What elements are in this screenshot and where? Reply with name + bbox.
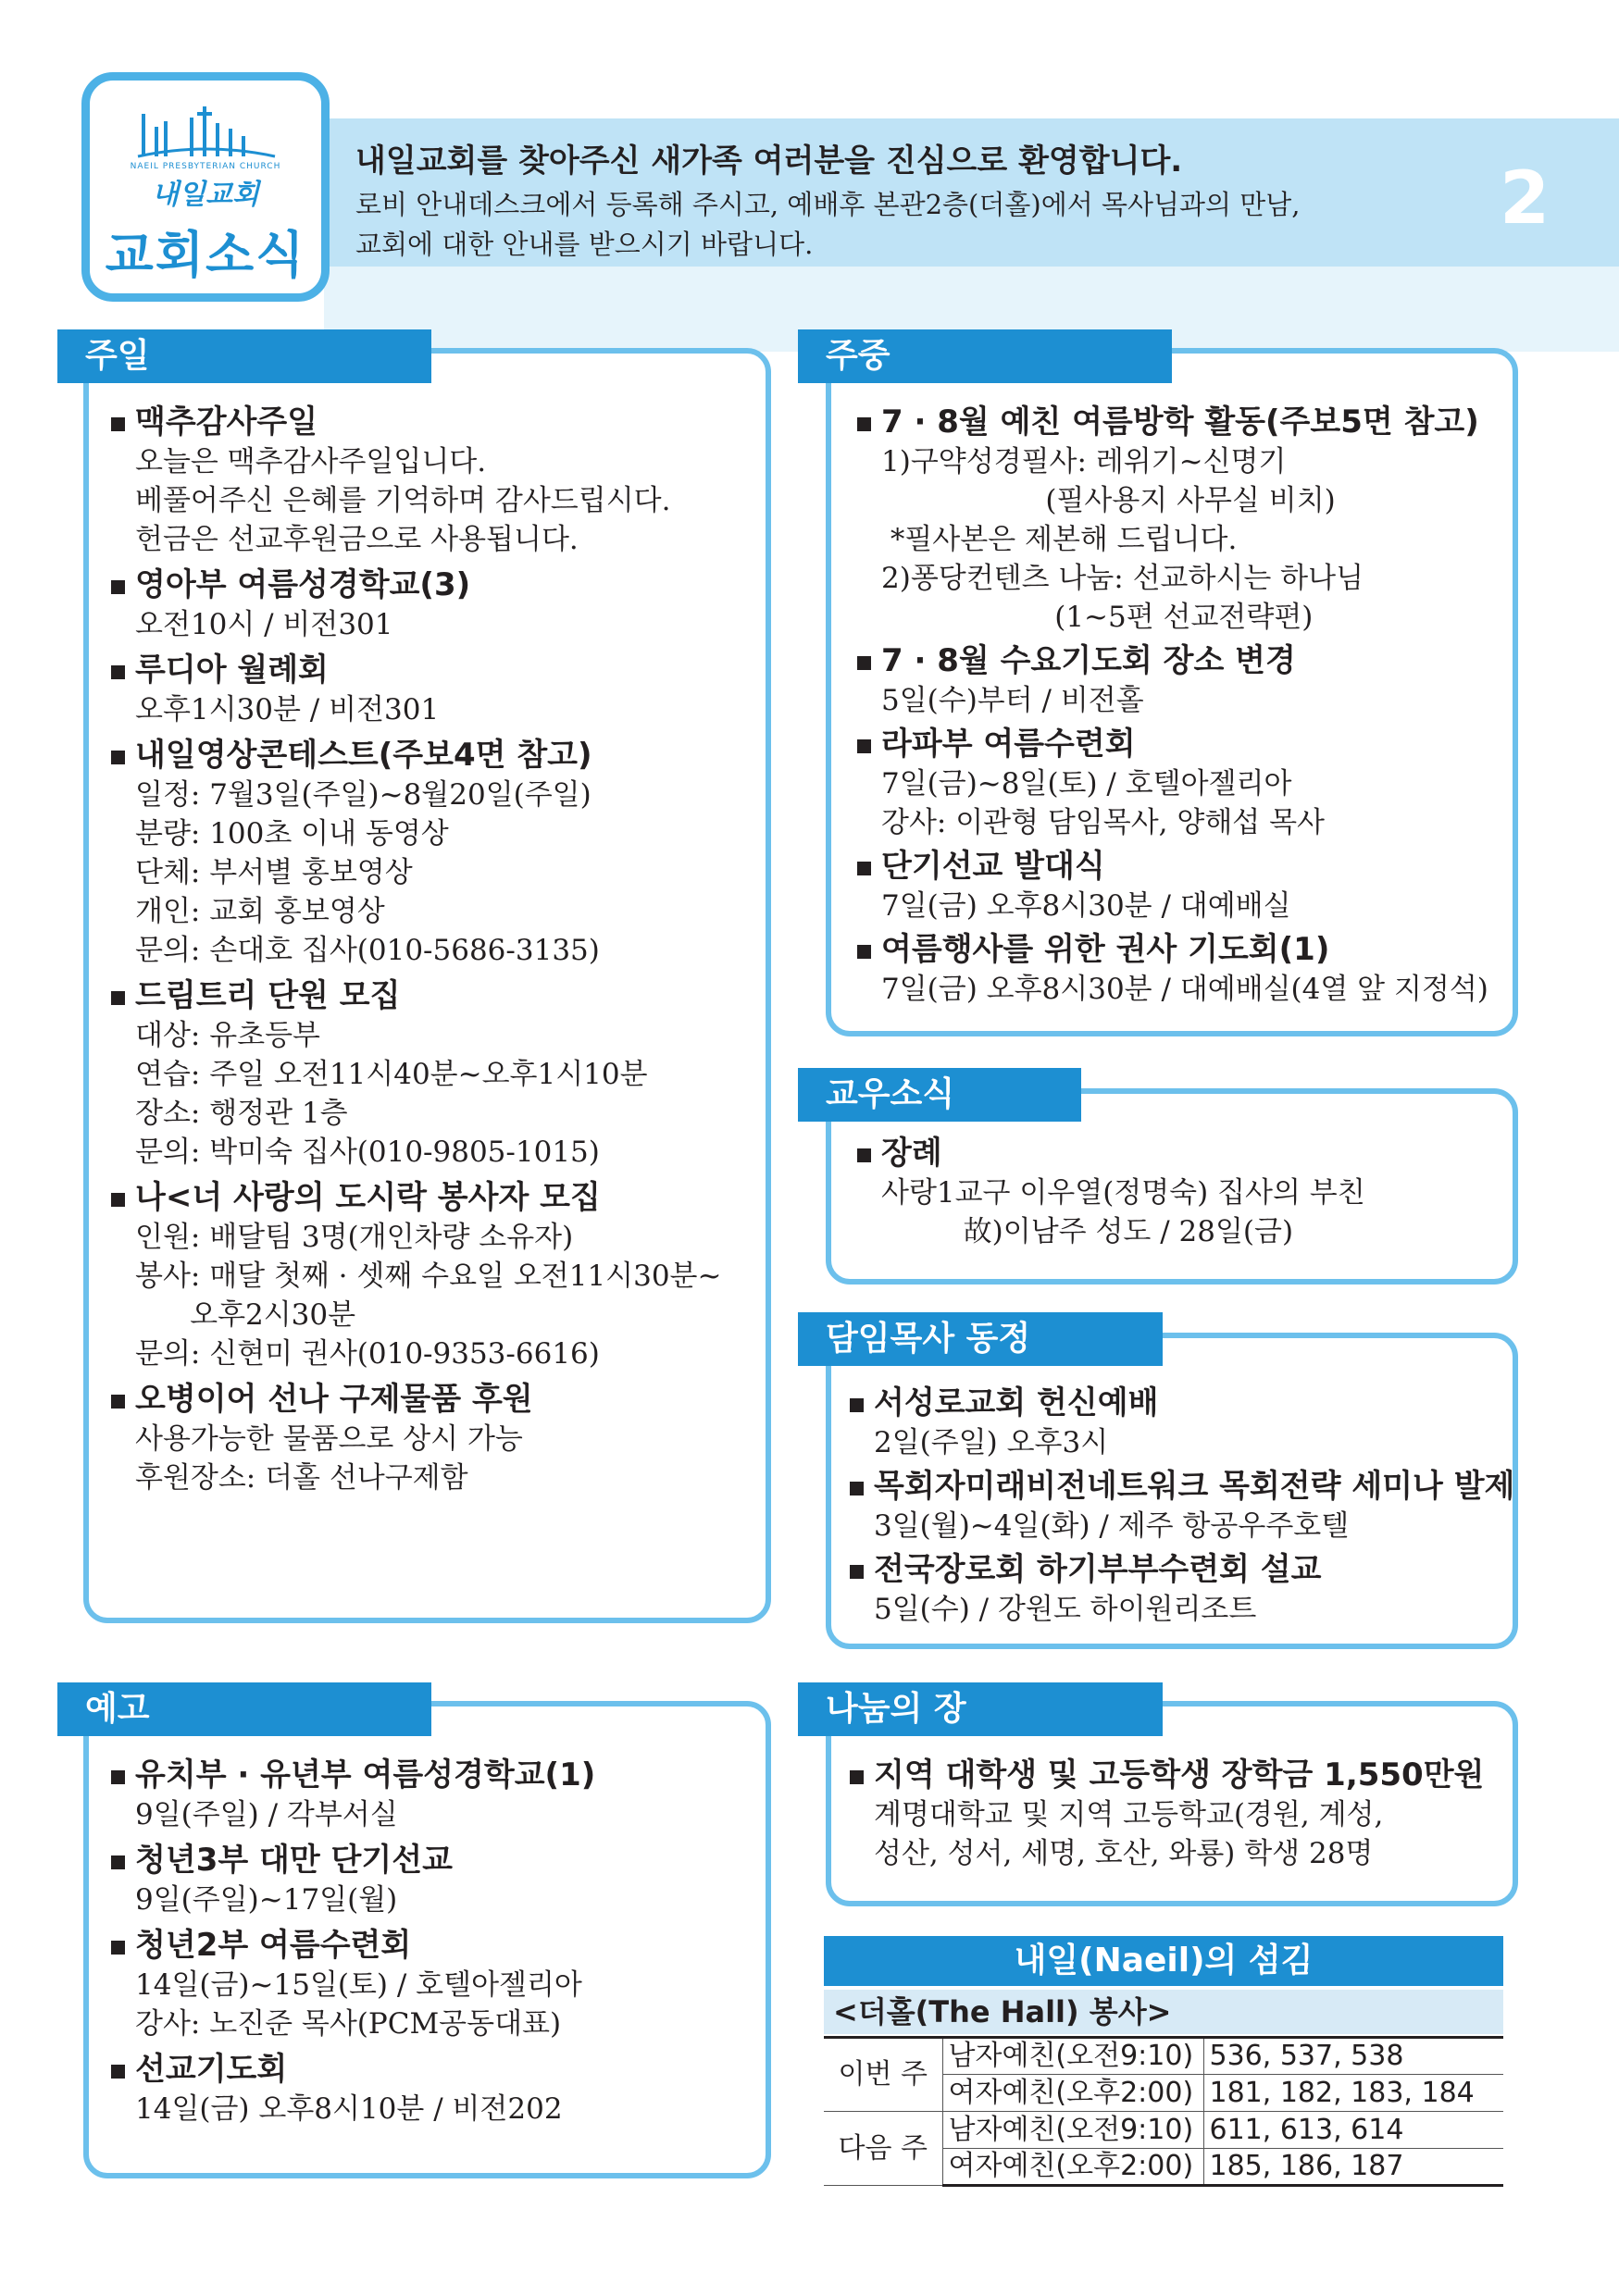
list-item: [111, 975, 721, 1172]
item-line: 오늘은 맥추감사주일입니다.: [135, 445, 487, 478]
item-line: 베풀어주신 은혜를 기억하며 감사드립시다.: [135, 484, 671, 517]
item-line: 오후2시30분: [135, 1298, 356, 1332]
item-line: 2일(주일) 오후3시: [874, 1426, 1109, 1459]
sunday-items: [111, 402, 721, 1503]
service-subtitle: <더홀(The Hall) 봉사>: [824, 1990, 1503, 2034]
notice-items: [111, 1755, 595, 2134]
item-line: (1~5편 선교전략편): [881, 601, 1314, 634]
item-line: 오후1시30분 / 비전301: [135, 693, 440, 726]
item-title: 유치부 · 유년부 여름성경학교(1): [111, 1755, 595, 1795]
item-line: 인원: 배달팀 3명(개인차량 소유자): [135, 1221, 574, 1254]
item-line: 故)이남주 성도 / 28일(금): [881, 1215, 1294, 1248]
numbers-cell: 185, 186, 187: [1203, 2149, 1503, 2186]
item-line: 5일(수) / 강원도 하이원리조트: [874, 1593, 1257, 1626]
logo-subtext: NAEIL PRESBYTERIAN CHURCH: [130, 162, 281, 171]
list-item: [850, 1466, 1514, 1545]
list-item: [857, 724, 1488, 842]
numbers-cell: 536, 537, 538: [1203, 2038, 1503, 2075]
item-title: 청년3부 대만 단기선교: [111, 1840, 595, 1880]
item-line: 9일(주일) / 각부서실: [135, 1798, 398, 1831]
item-title: 내일영상콘테스트(주보4면 참고): [111, 735, 721, 776]
item-title: 오병이어 선나 구제물품 후원: [111, 1379, 721, 1420]
item-line: 7일(금) 오후8시30분 / 대예배실(4열 앞 지정석): [881, 973, 1488, 1006]
item-line: 후원장소: 더홀 선나구제함: [135, 1461, 468, 1495]
item-title: 7 · 8월 수요기도회 장소 변경: [857, 640, 1488, 681]
welcome-heading: 내일교회를 찾아주신 새가족 여러분을 진심으로 환영합니다.: [355, 143, 1183, 180]
sharing-tab: 나눔의 장: [798, 1682, 1163, 1736]
item-title: 선교기도회: [111, 2049, 595, 2090]
item-title: 단기선교 발대식: [857, 846, 1488, 887]
item-line: 7일(금)~8일(토) / 호텔아젤리아: [881, 767, 1292, 800]
group-cell: 여자예친(오후2:00): [942, 2075, 1203, 2112]
item-line: 강사: 노진준 목사(PCM공동대표): [135, 2007, 562, 2041]
list-item: [111, 565, 721, 644]
item-line: 5일(수)부터 / 비전홀: [881, 684, 1144, 717]
item-line: 봉사: 매달 첫째 · 셋째 수요일 오전11시30분~: [135, 1260, 722, 1293]
item-title: 청년2부 여름수련회: [111, 1925, 595, 1966]
pastor-tab: 담임목사 동정: [798, 1312, 1163, 1366]
item-line: 문의: 손대호 집사(010-5686-3135): [135, 934, 600, 967]
list-item: [111, 735, 721, 970]
table-row: [824, 2038, 1503, 2075]
list-item: [857, 402, 1488, 637]
list-item: [111, 1840, 595, 1919]
list-item: [857, 846, 1488, 925]
week-cell: 이번 주: [824, 2038, 942, 2112]
notice-tab: 예고: [57, 1682, 431, 1736]
logo-box: [81, 72, 330, 302]
item-line: 장소: 행정관 1층: [135, 1097, 348, 1130]
item-title: 나<너 사랑의 도시락 봉사자 모집: [111, 1177, 721, 1218]
item-title: 루디아 월례회: [111, 650, 721, 690]
church-logo-icon: [134, 101, 279, 160]
item-line: (필사용지 사무실 비치): [881, 484, 1336, 517]
item-line: *필사본은 제본해 드립니다.: [881, 523, 1238, 556]
members-items: [857, 1133, 1365, 1251]
item-line: 문의: 신현미 권사(010-9353-6616): [135, 1337, 600, 1371]
weekday-items: [857, 402, 1488, 1012]
week-cell: 다음 주: [824, 2112, 942, 2186]
pastor-items: [850, 1383, 1514, 1632]
item-line: 3일(월)~4일(화) / 제주 항공우주호텔: [874, 1509, 1350, 1543]
list-item: [111, 2049, 595, 2128]
item-title: 영아부 여름성경학교(3): [111, 565, 721, 605]
list-item: [857, 1133, 1365, 1251]
item-title: 전국장로회 하기부부수련회 설교: [850, 1549, 1514, 1590]
item-line: 14일(금) 오후8시10분 / 비전202: [135, 2092, 563, 2126]
welcome-line: 교회에 대한 안내를 받으시기 바랍니다.: [355, 229, 814, 260]
numbers-cell: 611, 613, 614: [1203, 2112, 1503, 2149]
list-item: [850, 1549, 1514, 1629]
item-title: 지역 대학생 및 고등학생 장학금 1,550만원: [850, 1755, 1484, 1795]
weekday-tab: 주중: [798, 329, 1172, 383]
item-line: 오전10시 / 비전301: [135, 608, 393, 641]
item-title: 목회자미래비전네트워크 목회전략 세미나 발제: [850, 1466, 1514, 1507]
item-line: 사랑1교구 이우열(정명숙) 집사의 부친: [881, 1176, 1365, 1210]
list-item: [111, 402, 721, 559]
item-title: 맥추감사주일: [111, 402, 721, 442]
list-item: [111, 650, 721, 729]
item-line: 성산, 성서, 세명, 호산, 와룡) 학생 28명: [874, 1837, 1374, 1870]
list-item: [111, 1755, 595, 1834]
welcome-line: 로비 안내데스크에서 등록해 주시고, 예배후 본관2층(더홀)에서 목사님과의 만남,: [355, 189, 1301, 220]
list-item: [857, 929, 1488, 1009]
item-line: 헌금은 선교후원금으로 사용됩니다.: [135, 523, 579, 556]
list-item: [111, 1379, 721, 1497]
list-item: [111, 1925, 595, 2043]
service-table: [824, 2036, 1503, 2187]
group-cell: 남자예친(오전9:10): [942, 2038, 1203, 2075]
item-line: 1)구약성경필사: 레위기~신명기: [881, 445, 1287, 478]
item-line: 연습: 주일 오전11시40분~오후1시10분: [135, 1058, 648, 1091]
item-line: 대상: 유초등부: [135, 1019, 320, 1052]
item-line: 사용가능한 물품으로 상시 가능: [135, 1422, 523, 1456]
item-line: 문의: 박미숙 집사(010-9805-1015): [135, 1136, 600, 1169]
members-tab: 교우소식: [798, 1068, 1081, 1122]
item-line: 7일(금) 오후8시30분 / 대예배실: [881, 889, 1291, 923]
item-title: 라파부 여름수련회: [857, 724, 1488, 764]
table-row: [824, 2112, 1503, 2149]
item-title: 드림트리 단원 모집: [111, 975, 721, 1016]
list-item: [111, 1177, 721, 1373]
item-line: 분량: 100초 이내 동영상: [135, 817, 449, 850]
item-line: 14일(금)~15일(토) / 호텔아젤리아: [135, 1968, 582, 2002]
item-line: 일정: 7월3일(주일)~8월20일(주일): [135, 778, 592, 812]
item-line: 단체: 부서별 홍보영상: [135, 856, 413, 889]
sharing-items: [850, 1755, 1484, 1873]
service-title: 내일(Naeil)의 섬김: [824, 1936, 1503, 1986]
group-cell: 남자예친(오전9:10): [942, 2112, 1203, 2149]
item-line: 계명대학교 및 지역 고등학교(경원, 계성,: [874, 1798, 1384, 1831]
list-item: [857, 640, 1488, 720]
list-item: [850, 1383, 1514, 1462]
numbers-cell: 181, 182, 183, 184: [1203, 2075, 1503, 2112]
list-item: [850, 1755, 1484, 1873]
item-title: 여름행사를 위한 권사 기도회(1): [857, 929, 1488, 970]
item-title: 장례: [857, 1133, 1365, 1173]
sunday-tab: 주일: [57, 329, 431, 383]
logo-name: 내일교회: [152, 179, 259, 211]
group-cell: 여자예친(오후2:00): [942, 2149, 1203, 2186]
page-title: 교회소식: [105, 226, 306, 284]
item-line: 2)퐁당컨텐츠 나눔: 선교하시는 하나님: [881, 562, 1364, 595]
item-line: 9일(주일)~17일(월): [135, 1883, 398, 1917]
item-title: 7 · 8월 예친 여름방학 활동(주보5면 참고): [857, 402, 1488, 442]
item-line: 개인: 교회 홍보영상: [135, 895, 385, 928]
item-title: 서성로교회 헌신예배: [850, 1383, 1514, 1423]
page-number: 2: [1500, 157, 1551, 241]
item-line: 강사: 이관형 담임목사, 양해섭 목사: [881, 806, 1325, 839]
